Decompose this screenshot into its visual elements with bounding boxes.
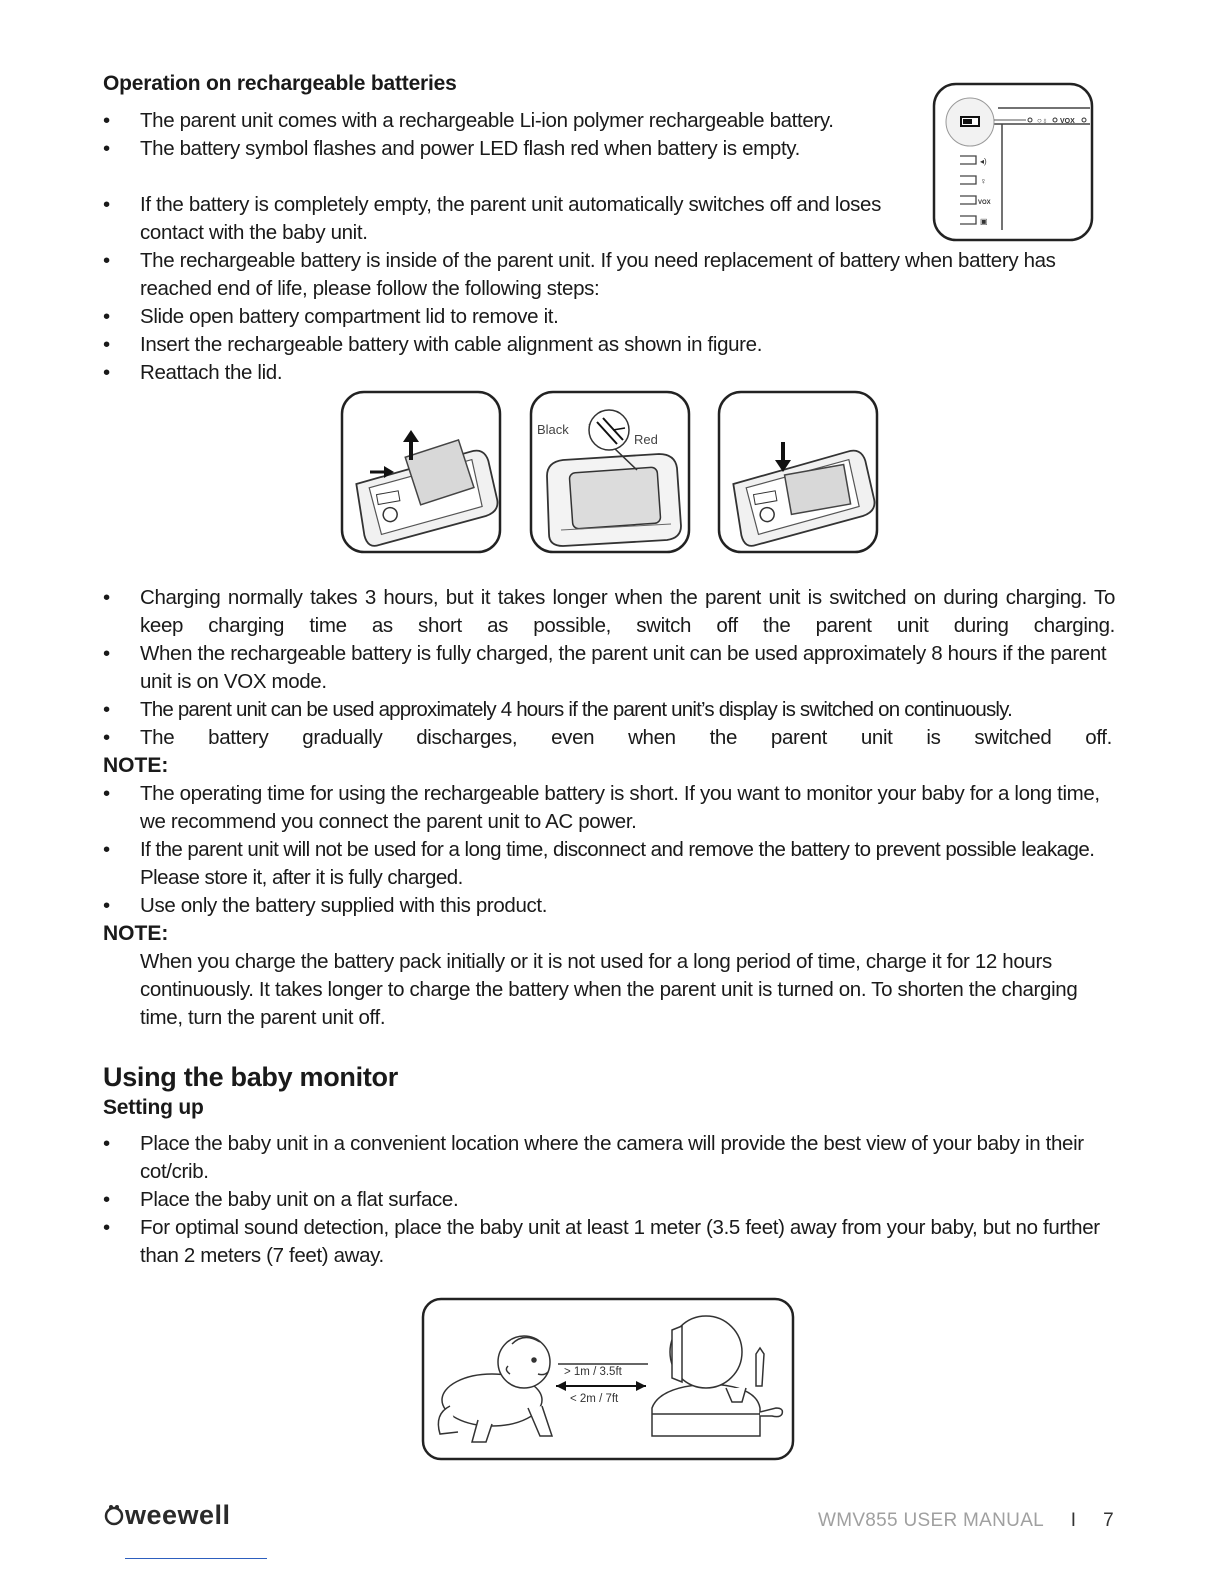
footer-link-underline: [125, 1558, 267, 1559]
list-item: • When the rechargeable battery is fully charged, the parent unit can be used approximately 8 hours if the parent unit is on VOX mode.: [103, 642, 1107, 693]
list-item: • The battery gradually discharges, even when the parent unit is switched off.: [103, 726, 1112, 749]
note-paragraph: When you charge the battery pack initially or it is not used for a long period of time, charge it for 12 hours continuously. It takes longer to charge the battery when the parent unit is turned on. To shorten the charging time, turn the parent unit off.: [140, 950, 1078, 1029]
list-item: • For optimal sound detection, place the baby unit at least 1 meter (3.5 feet) away from your baby, but no further than 2 meters (7 feet) away.: [103, 1216, 1100, 1267]
baby-distance-figure: [420, 1296, 796, 1462]
list-item: • The parent unit can be used approximately 4 hours if the parent unit’s display is switched on continuously.: [103, 698, 1013, 721]
step-remove-lid-panel: [342, 392, 501, 552]
list-item: • Slide open battery compartment lid to remove it.: [103, 305, 559, 328]
battery-replacement-figure: [338, 388, 883, 556]
list-item: • Reattach the lid.: [103, 361, 283, 384]
note-label: NOTE:: [103, 754, 169, 777]
red-wire-label: Red: [634, 432, 658, 447]
list-item: • Use only the battery supplied with this product.: [103, 894, 548, 917]
list-item: • Insert the rechargeable battery with cable alignment as shown in figure.: [103, 333, 763, 356]
list-item: • The battery symbol flashes and power LED flash red when battery is empty.: [103, 137, 801, 160]
svg-text:VOX: VOX: [978, 200, 991, 206]
svg-text:VOX: VOX: [1060, 118, 1075, 125]
min-distance-label: > 1m / 3.5ft: [564, 1366, 622, 1378]
list-item: • Place the baby unit on a flat surface.: [103, 1188, 459, 1211]
list-item: • The operating time for using the rechargeable battery is short. If you want to monitor your baby for a long time, we recommend you connect the parent unit to AC power.: [103, 782, 1100, 833]
footer-manual-title: WMV855 USER MANUAL I 7: [817, 1510, 1114, 1531]
note-label: NOTE:: [103, 922, 169, 945]
section-title-batteries: Operation on rechargeable batteries: [103, 72, 457, 95]
svg-text:♀: ♀: [980, 176, 987, 186]
brand-logo: weewell: [103, 1500, 231, 1531]
step-reattach-lid-panel: [719, 392, 878, 552]
svg-text:○♁: ○♁: [1037, 116, 1048, 125]
list-item: • The parent unit comes with a rechargeable Li-ion polymer rechargeable battery.: [103, 109, 834, 132]
section-title-using-monitor: Using the baby monitor: [103, 1062, 398, 1092]
svg-text:▣: ▣: [980, 217, 988, 226]
list-item: • The rechargeable battery is inside of the parent unit. If you need replacement of battery when battery has reached end of life, please follow the following steps:: [103, 249, 1056, 300]
max-distance-label: < 2m / 7ft: [570, 1393, 619, 1405]
list-item: • Charging normally takes 3 hours, but it takes longer when the parent unit is switched on during charging. To keep charging time as short as possible, switch off the parent unit during charging.: [103, 586, 1115, 637]
page-number: 7: [1103, 1510, 1114, 1531]
list-item: • If the battery is completely empty, the parent unit automatically switches off and loses contact with the baby unit.: [103, 193, 881, 244]
list-item: • If the parent unit will not be used for a long time, disconnect and remove the battery to prevent possible leakage. Please store it, after it is fully charged.: [103, 838, 1095, 889]
parent-unit-battery-figure: [930, 80, 1096, 244]
list-item: • Place the baby unit in a convenient location where the camera will provide the best view of your baby in their cot/crib.: [103, 1132, 1084, 1183]
brand-logo-icon: [103, 1504, 125, 1526]
black-wire-label: Black: [537, 422, 569, 437]
step-insert-battery-panel: [531, 392, 689, 552]
svg-text:◂): ◂): [980, 157, 987, 166]
subsection-title-setting-up: Setting up: [103, 1096, 204, 1119]
footer-separator: I: [1070, 1510, 1077, 1531]
